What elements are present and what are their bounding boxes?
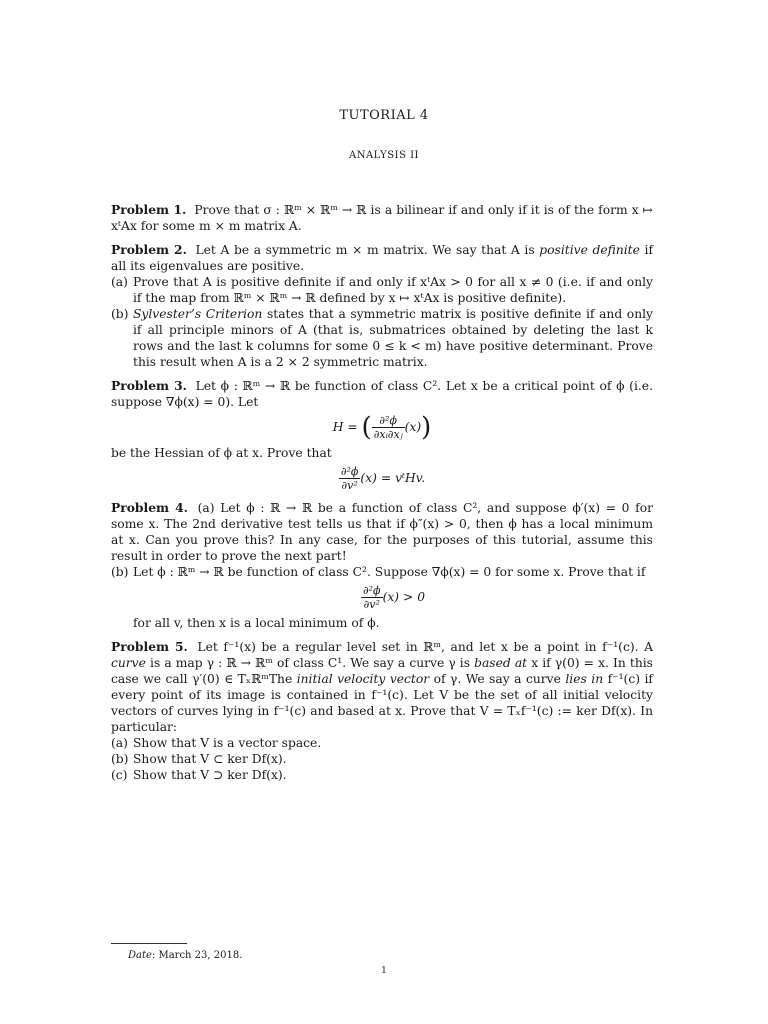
argument: (x) [404, 420, 422, 434]
right-paren: ) [421, 412, 432, 443]
sub-item [111, 751, 653, 767]
item-text: Show that V ⊃ ker Df(x). [133, 768, 287, 782]
item-text: for all v, then x is a local minimum of ϕ. [133, 616, 380, 630]
problem-label: Problem 4. [111, 500, 188, 515]
numerator: ∂²ϕ [362, 584, 381, 597]
emphasis-term: lies in [565, 672, 604, 686]
item-label: (b) [111, 752, 129, 766]
item-text: Let ϕ : ℝᵐ → ℝ be function of class C². Suppose ∇ϕ(x) = 0 for some x. Prove that if [133, 565, 646, 579]
page-number: 1 [381, 966, 387, 976]
item-text: Show that V is a vector space. [133, 736, 322, 750]
problem-label: Problem 5. [111, 639, 188, 654]
footnote-label: Date [128, 950, 152, 961]
sub-item [111, 274, 653, 306]
problem-text: Let f⁻¹(x) be a regular level set in ℝᵐ, and let x be a point in f⁻¹(c). A [197, 640, 653, 654]
problem-text: if all its eigenvalues are positive. [111, 243, 654, 273]
item-label: (a) [111, 736, 128, 750]
inequality-equation [133, 584, 653, 611]
footnote-value: : March 23, 2018. [151, 950, 243, 961]
footnote [128, 950, 242, 961]
left-paren: ( [361, 412, 372, 443]
problem-label: Problem 1. [111, 202, 187, 217]
page-title: TUTORIAL 4 [339, 108, 429, 123]
fraction [361, 584, 383, 611]
item-label: (b) [111, 307, 129, 321]
problem-text: Let A be a symmetric m × m matrix. We say that A is [195, 243, 540, 257]
item-label: (a) [197, 501, 215, 515]
problem-3 [111, 378, 653, 492]
emphasis-term: based at [474, 656, 528, 670]
problem-text: is a map γ : ℝ → ℝᵐ of class C¹. We say a curve γ is [145, 656, 475, 670]
denominator: ∂v² [341, 479, 358, 492]
problem-text: be the Hessian of ϕ at x. Prove that [111, 446, 332, 460]
sub-item [111, 767, 653, 783]
problem-text: of γ. We say a curve [429, 672, 566, 686]
fraction [339, 465, 361, 492]
numerator: ∂²ϕ [340, 465, 359, 478]
second-derivative-equation [111, 465, 653, 492]
hessian-equation [111, 414, 653, 441]
item-text: states that a symmetric matrix is positive definite if and only if all principle minors of A (that is, submatrices obtained by deleting the last k rows and the last k columns for some 0 ≤ k < m) have positive determinant. Prove this result when A is a 2 × 2 symmetric matrix. [133, 307, 654, 369]
denominator: ∂v² [363, 598, 380, 611]
item-label: (b) [111, 565, 129, 579]
emphasis-term: Sylvester’s Criterion [133, 307, 263, 321]
item-text: Prove that A is positive definite if and only if xᵗAx > 0 for all x ≠ 0 (i.e. if and only if the map from ℝᵐ × ℝᵐ → ℝ defined by x ↦ xᵗAx is positive definite). [133, 275, 653, 305]
item-label: (c) [111, 768, 128, 782]
problem-text: Let ϕ : ℝᵐ → ℝ be function of class C². Let x be a critical point of ϕ (i.e. suppose ∇ϕ(x) = 0). Let [111, 379, 653, 409]
equation-rhs: (x) > 0 [382, 590, 426, 604]
item-text: Let ϕ : ℝ → ℝ be a function of class C², and suppose ϕ′(x) = 0 for some x. The 2nd derivative test tells us that if ϕ″(x) > 0, then ϕ has a local minimum at x. Can you prove this? In any case, for the purposes of this tutorial, assume this result in order to prove the next part! [111, 501, 653, 563]
problem-list [111, 202, 653, 791]
problem-label: Problem 2. [111, 242, 187, 257]
denominator: ∂xᵢ∂xⱼ [373, 428, 403, 441]
numerator: ∂²ϕ [372, 414, 405, 428]
sub-item [111, 564, 653, 631]
footnote-rule [111, 943, 187, 944]
item-text: Show that V ⊂ ker Df(x). [133, 752, 287, 766]
problem-2 [111, 242, 653, 370]
emphasis-term: initial velocity vector [296, 672, 430, 686]
problem-5 [111, 639, 653, 783]
item-label: (a) [111, 275, 128, 289]
sub-item [111, 500, 653, 564]
equation-rhs: (x) = vᵗHv. [360, 471, 426, 485]
sub-item [111, 735, 653, 751]
emphasis-term: curve [111, 656, 146, 670]
fraction [372, 414, 405, 441]
emphasis-term: positive definite [539, 243, 640, 257]
equation-lhs: H = [332, 420, 358, 434]
problem-text: x if γ(0) = x. In this case we call γ′(0) ∈ TₓℝᵐThe [111, 656, 653, 686]
problem-label: Problem 3. [111, 378, 187, 393]
problem-text: Prove that σ : ℝᵐ × ℝᵐ → ℝ is a bilinear if and only if it is of the form x ↦ xᵗAx for some m × m matrix A. [111, 203, 653, 233]
problem-text: f⁻¹(c) if every point of its image is contained in f⁻¹(c). Let V be the set of all initial velocity vectors of curves lying in f⁻¹(c) and based at x. Prove that V = Tₓf⁻¹(c) := ker Df(x). In particular: [111, 672, 653, 734]
page-subtitle: ANALYSIS II [348, 150, 420, 161]
sub-item [111, 306, 653, 370]
problem-4 [111, 500, 653, 631]
problem-1 [111, 202, 653, 234]
